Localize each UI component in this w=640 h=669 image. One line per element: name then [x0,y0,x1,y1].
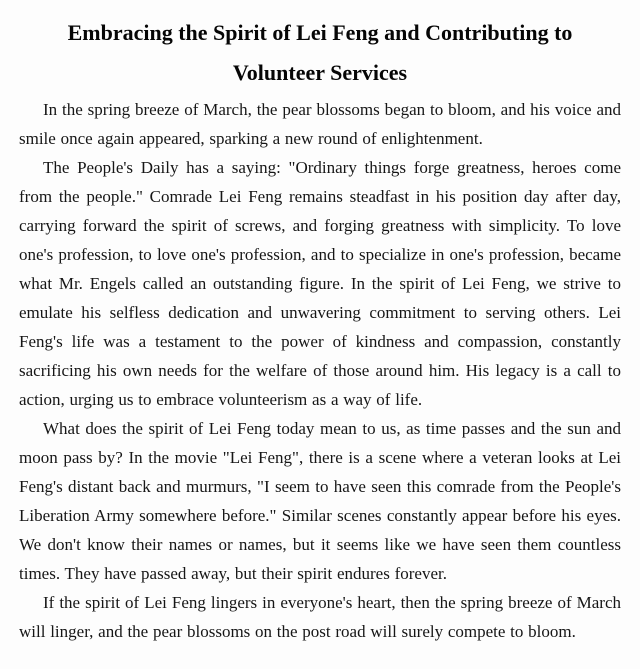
document-title-line-2: Volunteer Services [232,60,408,85]
document-body [19,95,621,646]
body-paragraph-4: If the spirit of Lei Feng lingers in everyone's heart, then the spring breeze of March will linger, and the pear blossoms on the post road will surely compete to bloom. [19,593,621,641]
body-paragraph-2: The People's Daily has a saying: "Ordinary things forge greatness, heroes come from the people." Comrade Lei Feng remains steadfast in his position day after day, carrying forward the spirit of screws, and forging greatness with simplicity. To love one's profession, to love one's profession, and to specialize in one's profession, became what Mr. Engels called an outstanding figure. In the spirit of Lei Feng, we strive to emulate his selfless dedication and unwavering commitment to serving others. Lei Feng's life was a testament to the power of kindness and compassion, constantly sacrificing his own needs for the welfare of those around him. His legacy is a call to action, urging us to embrace volunteerism as a way of life. [19,158,621,409]
document-title [19,13,621,93]
body-paragraph-3: What does the spirit of Lei Feng today mean to us, as time passes and the sun and moon pass by? In the movie "Lei Feng", there is a scene where a veteran looks at Lei Feng's distant back and murmurs, "I seem to have seen this comrade from the People's Liberation Army somewhere before." Similar scenes constantly appear before his eyes. We don't know their names or names, but it seems like we have seen them countless times. They have passed away, but their spirit endures forever. [19,419,621,583]
body-paragraph-1: In the spring breeze of March, the pear blossoms began to bloom, and his voice and smile once again appeared, sparking a new round of enlightenment. [19,100,621,148]
document-title-line-1: Embracing the Spirit of Lei Feng and Contributing to [67,20,573,45]
